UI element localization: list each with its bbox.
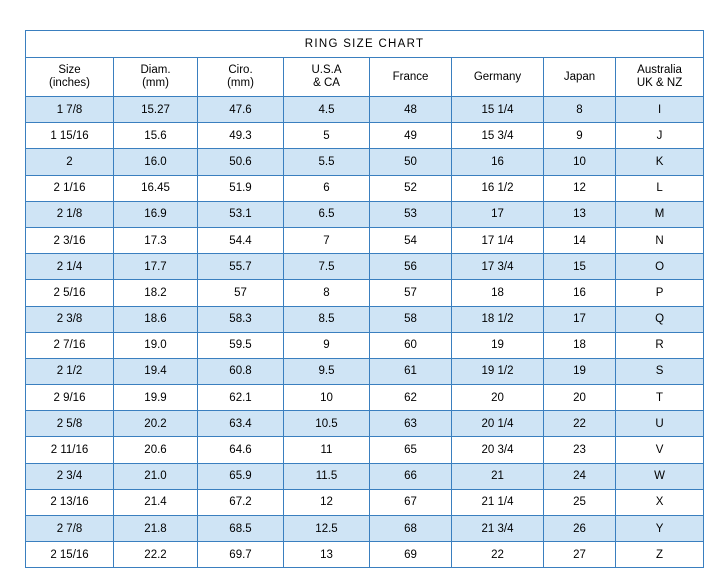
ring-size-table <box>25 30 704 568</box>
table-row <box>26 463 704 489</box>
table-cell: S <box>616 358 704 384</box>
table-cell: 61 <box>370 358 452 384</box>
table-cell: 62 <box>370 385 452 411</box>
table-cell: T <box>616 385 704 411</box>
table-cell: 68.5 <box>198 516 284 542</box>
table-cell: 58.3 <box>198 306 284 332</box>
table-cell: 48 <box>370 97 452 123</box>
table-cell: 24 <box>544 463 616 489</box>
table-cell: 2 3/16 <box>26 227 114 253</box>
table-cell: 5 <box>284 123 370 149</box>
table-cell: 21 3/4 <box>452 516 544 542</box>
table-row <box>26 489 704 515</box>
table-cell: 19 <box>452 332 544 358</box>
table-row <box>26 227 704 253</box>
table-row <box>26 542 704 568</box>
table-cell: 67 <box>370 489 452 515</box>
table-cell: Q <box>616 306 704 332</box>
table-cell: 16.0 <box>114 149 198 175</box>
ring-size-chart <box>25 30 683 568</box>
table-cell: 63.4 <box>198 411 284 437</box>
table-cell: 65.9 <box>198 463 284 489</box>
table-row <box>26 437 704 463</box>
table-row <box>26 385 704 411</box>
column-header-line1: Germany <box>473 70 522 83</box>
table-cell: 20 <box>544 385 616 411</box>
table-cell: Y <box>616 516 704 542</box>
column-header-line1: Japan <box>563 70 596 83</box>
table-row <box>26 358 704 384</box>
table-cell: 27 <box>544 542 616 568</box>
table-row <box>26 280 704 306</box>
table-cell: 6.5 <box>284 201 370 227</box>
column-header-line1: France <box>392 70 429 83</box>
table-cell: 2 1/8 <box>26 201 114 227</box>
table-cell: 7 <box>284 227 370 253</box>
table-cell: 17 <box>544 306 616 332</box>
table-cell: 18 <box>544 332 616 358</box>
table-cell: 17.7 <box>114 254 198 280</box>
table-cell: 12.5 <box>284 516 370 542</box>
table-cell: 16.9 <box>114 201 198 227</box>
table-row <box>26 516 704 542</box>
table-cell: 19.4 <box>114 358 198 384</box>
column-header-1 <box>114 58 198 97</box>
table-cell: 2 7/16 <box>26 332 114 358</box>
table-cell: 4.5 <box>284 97 370 123</box>
table-cell: 69 <box>370 542 452 568</box>
column-header-6 <box>544 58 616 97</box>
table-cell: 12 <box>284 489 370 515</box>
table-cell: 2 5/8 <box>26 411 114 437</box>
table-cell: 57 <box>198 280 284 306</box>
table-cell: 7.5 <box>284 254 370 280</box>
table-cell: 20.6 <box>114 437 198 463</box>
column-header-4 <box>370 58 452 97</box>
table-cell: 20 <box>452 385 544 411</box>
column-header-line2: (mm) <box>142 77 169 89</box>
column-header-3 <box>284 58 370 97</box>
table-cell: 21.4 <box>114 489 198 515</box>
table-cell: 8 <box>284 280 370 306</box>
table-cell: 25 <box>544 489 616 515</box>
table-cell: I <box>616 97 704 123</box>
table-cell: 15 3/4 <box>452 123 544 149</box>
column-header-line1: U.S.A <box>311 64 342 76</box>
table-cell: 5.5 <box>284 149 370 175</box>
table-cell: 16.45 <box>114 175 198 201</box>
table-cell: 17.3 <box>114 227 198 253</box>
table-cell: 2 7/8 <box>26 516 114 542</box>
column-header-0 <box>26 58 114 97</box>
table-cell: L <box>616 175 704 201</box>
table-cell: 60 <box>370 332 452 358</box>
table-cell: 50 <box>370 149 452 175</box>
table-cell: 54.4 <box>198 227 284 253</box>
table-cell: 19 <box>544 358 616 384</box>
table-cell: X <box>616 489 704 515</box>
table-cell: 17 3/4 <box>452 254 544 280</box>
table-cell: 22 <box>452 542 544 568</box>
column-header-line2: UK & NZ <box>636 77 683 89</box>
table-row <box>26 97 704 123</box>
table-cell: V <box>616 437 704 463</box>
table-cell: 60.8 <box>198 358 284 384</box>
table-cell: 56 <box>370 254 452 280</box>
column-header-7 <box>616 58 704 97</box>
page-title: RING SIZE CHART <box>26 31 704 58</box>
column-header-line1: Ciro. <box>228 64 253 76</box>
table-cell: 2 <box>26 149 114 175</box>
table-row <box>26 123 704 149</box>
table-cell: U <box>616 411 704 437</box>
table-row <box>26 306 704 332</box>
table-title-row <box>26 31 704 58</box>
table-cell: 18 1/2 <box>452 306 544 332</box>
table-cell: 14 <box>544 227 616 253</box>
table-cell: 22 <box>544 411 616 437</box>
table-cell: W <box>616 463 704 489</box>
table-cell: 57 <box>370 280 452 306</box>
column-header-line1: Diam. <box>140 64 171 76</box>
table-cell: 2 3/4 <box>26 463 114 489</box>
table-cell: 8 <box>544 97 616 123</box>
table-cell: 2 1/4 <box>26 254 114 280</box>
table-cell: O <box>616 254 704 280</box>
table-cell: 63 <box>370 411 452 437</box>
table-cell: 47.6 <box>198 97 284 123</box>
column-header-line2: & CA <box>313 77 340 89</box>
table-cell: 9 <box>284 332 370 358</box>
table-cell: 13 <box>544 201 616 227</box>
table-cell: 2 15/16 <box>26 542 114 568</box>
table-cell: 49.3 <box>198 123 284 149</box>
table-cell: 1 15/16 <box>26 123 114 149</box>
table-cell: 19.9 <box>114 385 198 411</box>
table-cell: 51.9 <box>198 175 284 201</box>
table-cell: 16 1/2 <box>452 175 544 201</box>
table-cell: 16 <box>452 149 544 175</box>
table-cell: 22.2 <box>114 542 198 568</box>
table-row <box>26 332 704 358</box>
table-cell: 62.1 <box>198 385 284 411</box>
table-cell: 15.6 <box>114 123 198 149</box>
table-cell: 10 <box>284 385 370 411</box>
table-cell: 18 <box>452 280 544 306</box>
table-cell: 1 7/8 <box>26 97 114 123</box>
table-cell: 54 <box>370 227 452 253</box>
table-cell: 21 1/4 <box>452 489 544 515</box>
table-cell: 9 <box>544 123 616 149</box>
table-cell: 55.7 <box>198 254 284 280</box>
table-cell: 9.5 <box>284 358 370 384</box>
table-header-row <box>26 58 704 97</box>
table-row <box>26 411 704 437</box>
column-header-line2: (mm) <box>227 77 254 89</box>
table-cell: 2 5/16 <box>26 280 114 306</box>
table-cell: Z <box>616 542 704 568</box>
table-cell: 58 <box>370 306 452 332</box>
table-cell: R <box>616 332 704 358</box>
table-cell: 13 <box>284 542 370 568</box>
table-cell: 18.2 <box>114 280 198 306</box>
table-cell: 65 <box>370 437 452 463</box>
table-cell: 64.6 <box>198 437 284 463</box>
table-cell: 53.1 <box>198 201 284 227</box>
table-cell: 17 <box>452 201 544 227</box>
table-row <box>26 149 704 175</box>
column-header-5 <box>452 58 544 97</box>
column-header-line2: (inches) <box>49 77 90 89</box>
table-cell: 23 <box>544 437 616 463</box>
table-cell: 6 <box>284 175 370 201</box>
column-header-line1: Australia <box>637 64 682 76</box>
table-cell: 10.5 <box>284 411 370 437</box>
table-cell: 17 1/4 <box>452 227 544 253</box>
table-cell: 52 <box>370 175 452 201</box>
table-cell: 66 <box>370 463 452 489</box>
table-cell: 10 <box>544 149 616 175</box>
table-cell: 20.2 <box>114 411 198 437</box>
table-cell: 15 <box>544 254 616 280</box>
table-cell: 53 <box>370 201 452 227</box>
table-cell: 19 1/2 <box>452 358 544 384</box>
table-cell: 2 1/16 <box>26 175 114 201</box>
table-cell: J <box>616 123 704 149</box>
table-cell: 49 <box>370 123 452 149</box>
table-cell: 2 13/16 <box>26 489 114 515</box>
table-cell: 2 9/16 <box>26 385 114 411</box>
table-cell: 15 1/4 <box>452 97 544 123</box>
table-row <box>26 175 704 201</box>
table-cell: K <box>616 149 704 175</box>
table-cell: 8.5 <box>284 306 370 332</box>
table-cell: 2 11/16 <box>26 437 114 463</box>
table-cell: P <box>616 280 704 306</box>
table-cell: 20 1/4 <box>452 411 544 437</box>
table-cell: 21.0 <box>114 463 198 489</box>
table-cell: 50.6 <box>198 149 284 175</box>
table-row <box>26 201 704 227</box>
table-cell: 15.27 <box>114 97 198 123</box>
table-cell: N <box>616 227 704 253</box>
table-cell: 69.7 <box>198 542 284 568</box>
table-cell: M <box>616 201 704 227</box>
table-cell: 19.0 <box>114 332 198 358</box>
table-cell: 20 3/4 <box>452 437 544 463</box>
table-cell: 18.6 <box>114 306 198 332</box>
table-cell: 26 <box>544 516 616 542</box>
table-cell: 21.8 <box>114 516 198 542</box>
table-cell: 68 <box>370 516 452 542</box>
table-cell: 2 1/2 <box>26 358 114 384</box>
table-cell: 11 <box>284 437 370 463</box>
table-cell: 11.5 <box>284 463 370 489</box>
table-cell: 12 <box>544 175 616 201</box>
table-cell: 2 3/8 <box>26 306 114 332</box>
table-cell: 21 <box>452 463 544 489</box>
column-header-line1: Size <box>58 64 81 76</box>
column-header-2 <box>198 58 284 97</box>
table-cell: 67.2 <box>198 489 284 515</box>
table-cell: 59.5 <box>198 332 284 358</box>
table-row <box>26 254 704 280</box>
table-cell: 16 <box>544 280 616 306</box>
